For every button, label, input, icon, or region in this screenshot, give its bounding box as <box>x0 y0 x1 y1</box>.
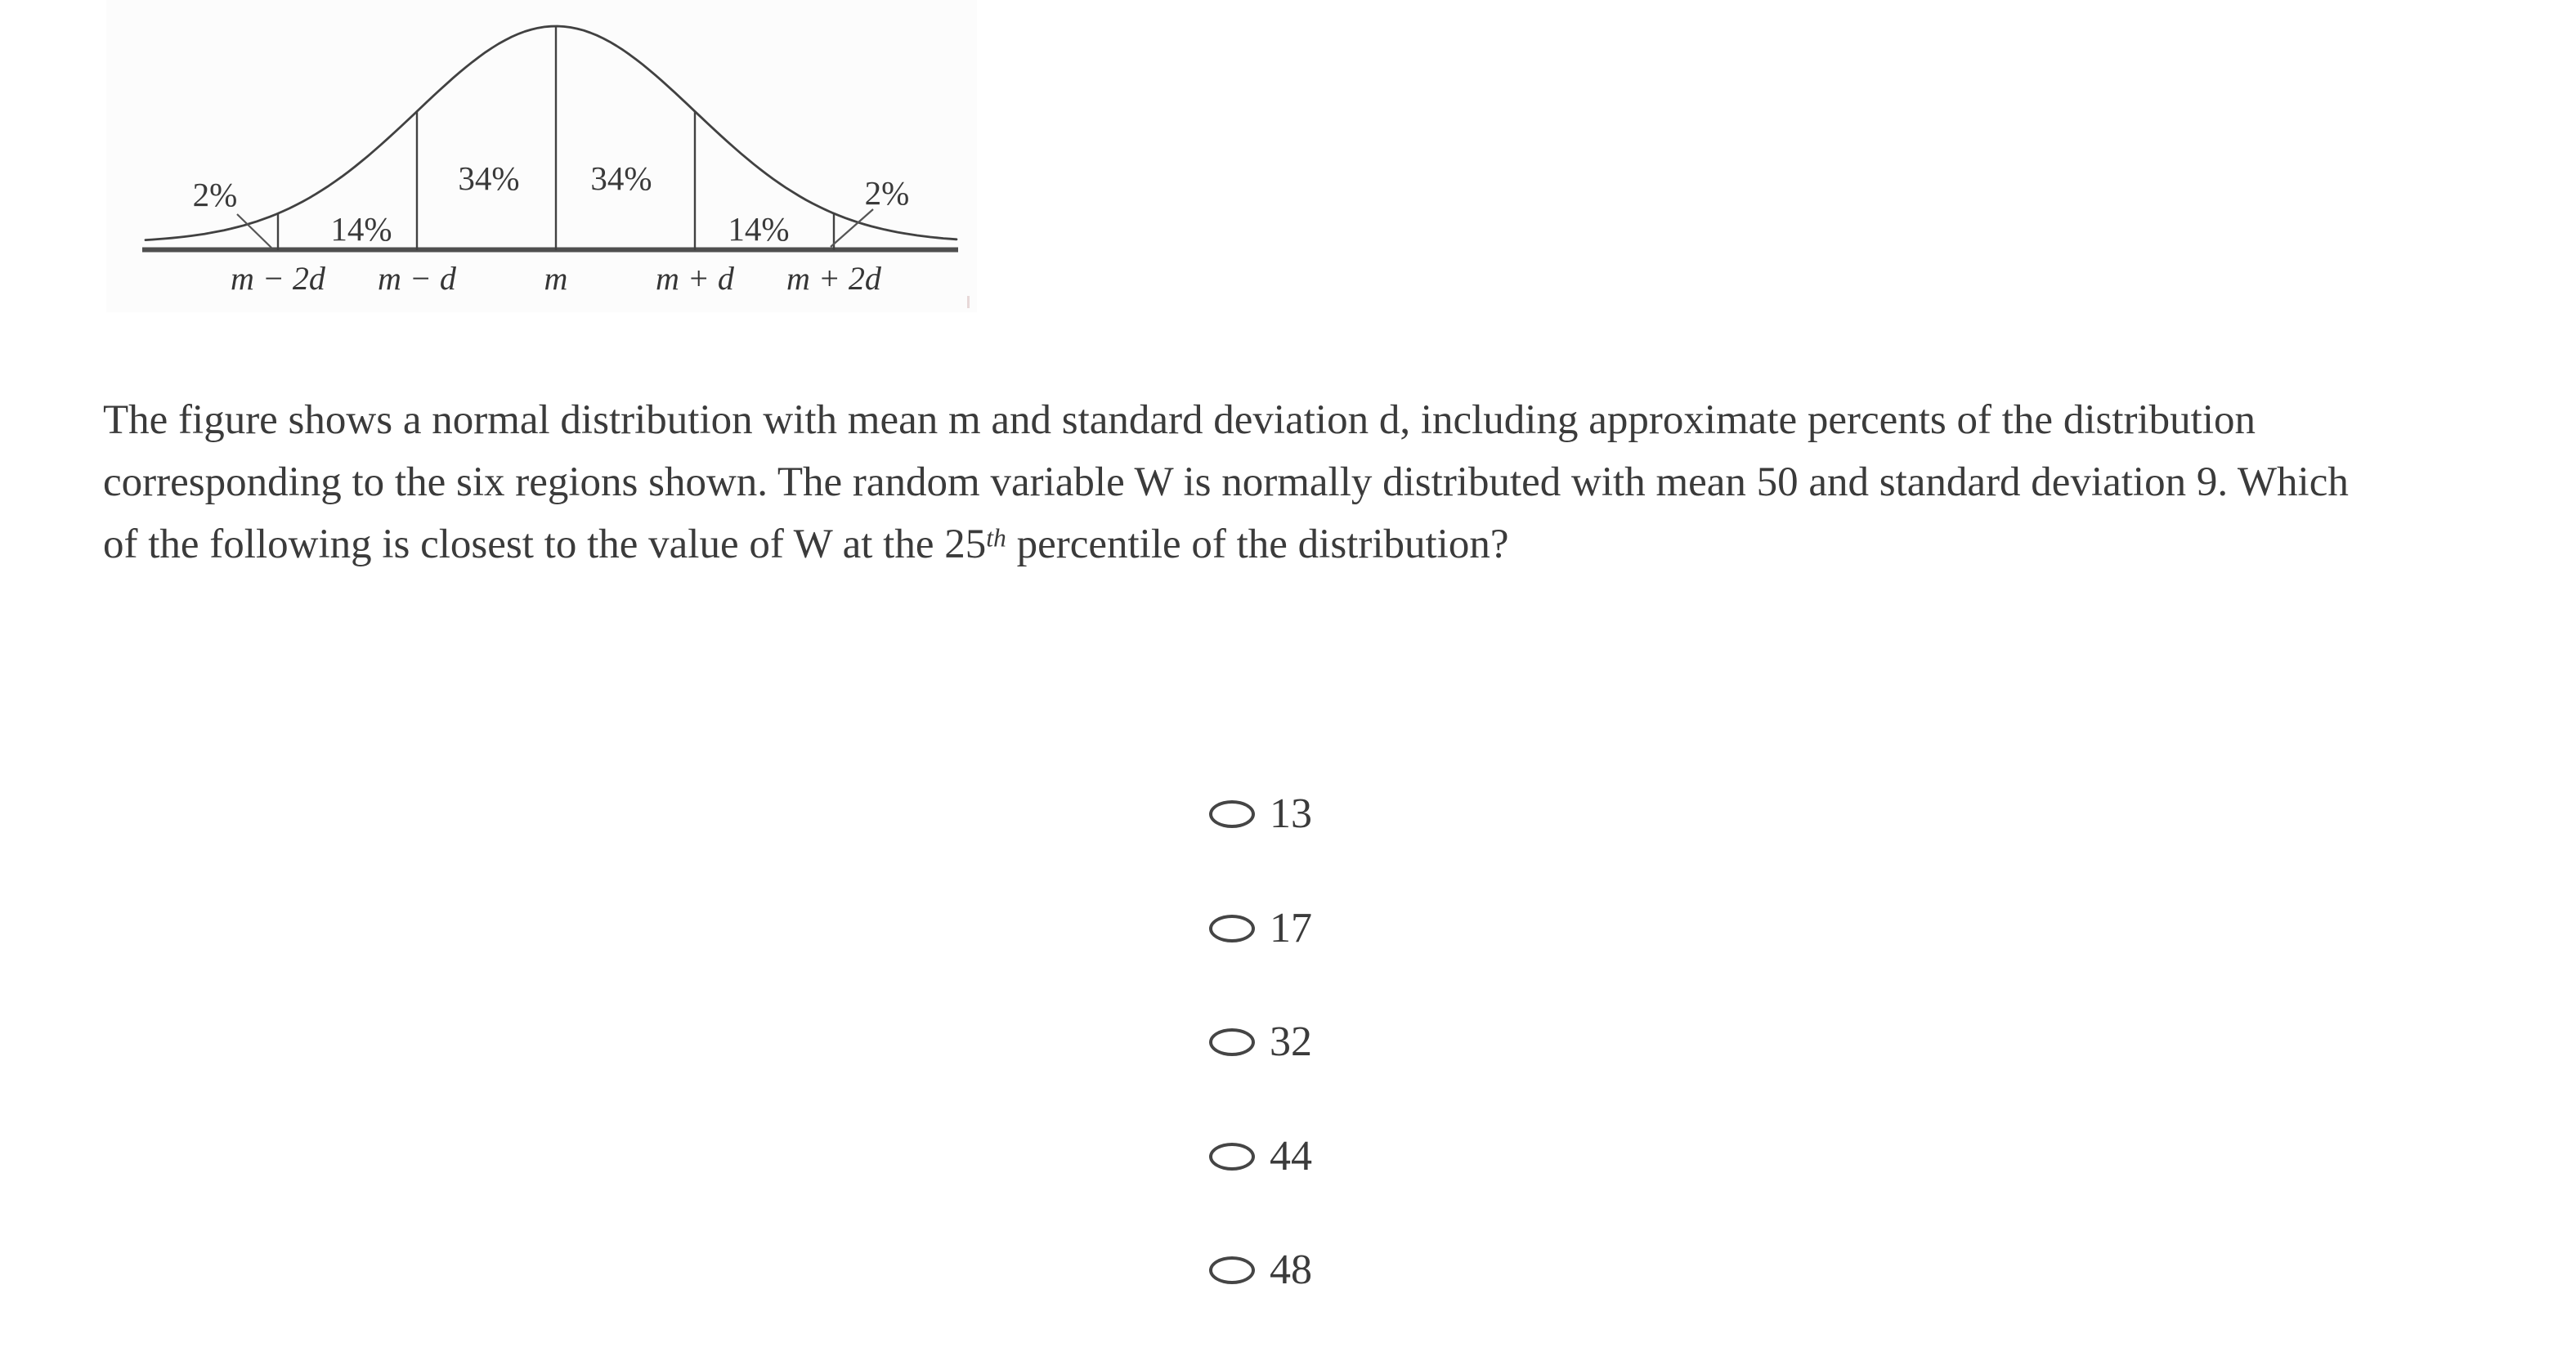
percent-label-right-2: 2% <box>864 174 910 212</box>
answer-option-17[interactable] <box>1209 904 1312 953</box>
normal-curve-svg <box>106 0 977 312</box>
question-line-3 <box>103 513 2474 575</box>
axis-label-m-plus-d: m + d <box>656 260 734 297</box>
answer-option-32[interactable] <box>1209 1018 1312 1067</box>
question-text <box>103 389 2474 575</box>
radio-button-icon[interactable] <box>1209 1256 1255 1284</box>
radio-button-icon[interactable] <box>1209 1143 1255 1171</box>
axis-label-m-minus-d: m − d <box>378 260 456 297</box>
answer-option-44[interactable] <box>1209 1132 1312 1181</box>
question-line-3-pre: of the following is closest to the value of W at the 25 <box>103 522 987 567</box>
x-axis-line <box>142 248 958 253</box>
bell-curve-path <box>146 26 956 240</box>
percent-label-right-34: 34% <box>590 159 652 197</box>
question-line-2: corresponding to the six regions shown. The random variable W is normally distributed with mean 50 and standard deviation 9. Which <box>103 459 2349 505</box>
option-label[interactable]: 48 <box>1270 1247 1312 1293</box>
answer-option-48[interactable] <box>1209 1246 1312 1295</box>
option-label[interactable]: 13 <box>1270 790 1312 837</box>
radio-button-icon[interactable] <box>1209 1028 1255 1056</box>
scan-artifact <box>967 296 970 308</box>
option-label[interactable]: 17 <box>1270 905 1312 951</box>
normal-distribution-figure <box>106 0 977 312</box>
answer-option-13[interactable] <box>1209 790 1312 839</box>
percent-label-right-14: 14% <box>728 210 790 248</box>
question-line-3-post: percentile of the distribution? <box>1006 522 1509 567</box>
axis-label-m-plus-2d: m + 2d <box>786 260 881 297</box>
question-line-1: The figure shows a normal distribution with mean m and standard deviation d, including approximate percents of the distribution <box>103 397 2256 443</box>
option-label[interactable]: 44 <box>1270 1133 1312 1180</box>
radio-button-icon[interactable] <box>1209 800 1255 828</box>
percent-label-left-2: 2% <box>192 176 238 213</box>
axis-label-m-minus-2d: m − 2d <box>231 260 325 297</box>
superscript-th: th <box>986 523 1006 553</box>
axis-label-m: m <box>544 260 568 297</box>
percent-label-left-14: 14% <box>330 210 392 248</box>
percent-label-left-34: 34% <box>458 159 520 197</box>
radio-button-icon[interactable] <box>1209 915 1255 942</box>
option-label[interactable]: 32 <box>1270 1019 1312 1065</box>
